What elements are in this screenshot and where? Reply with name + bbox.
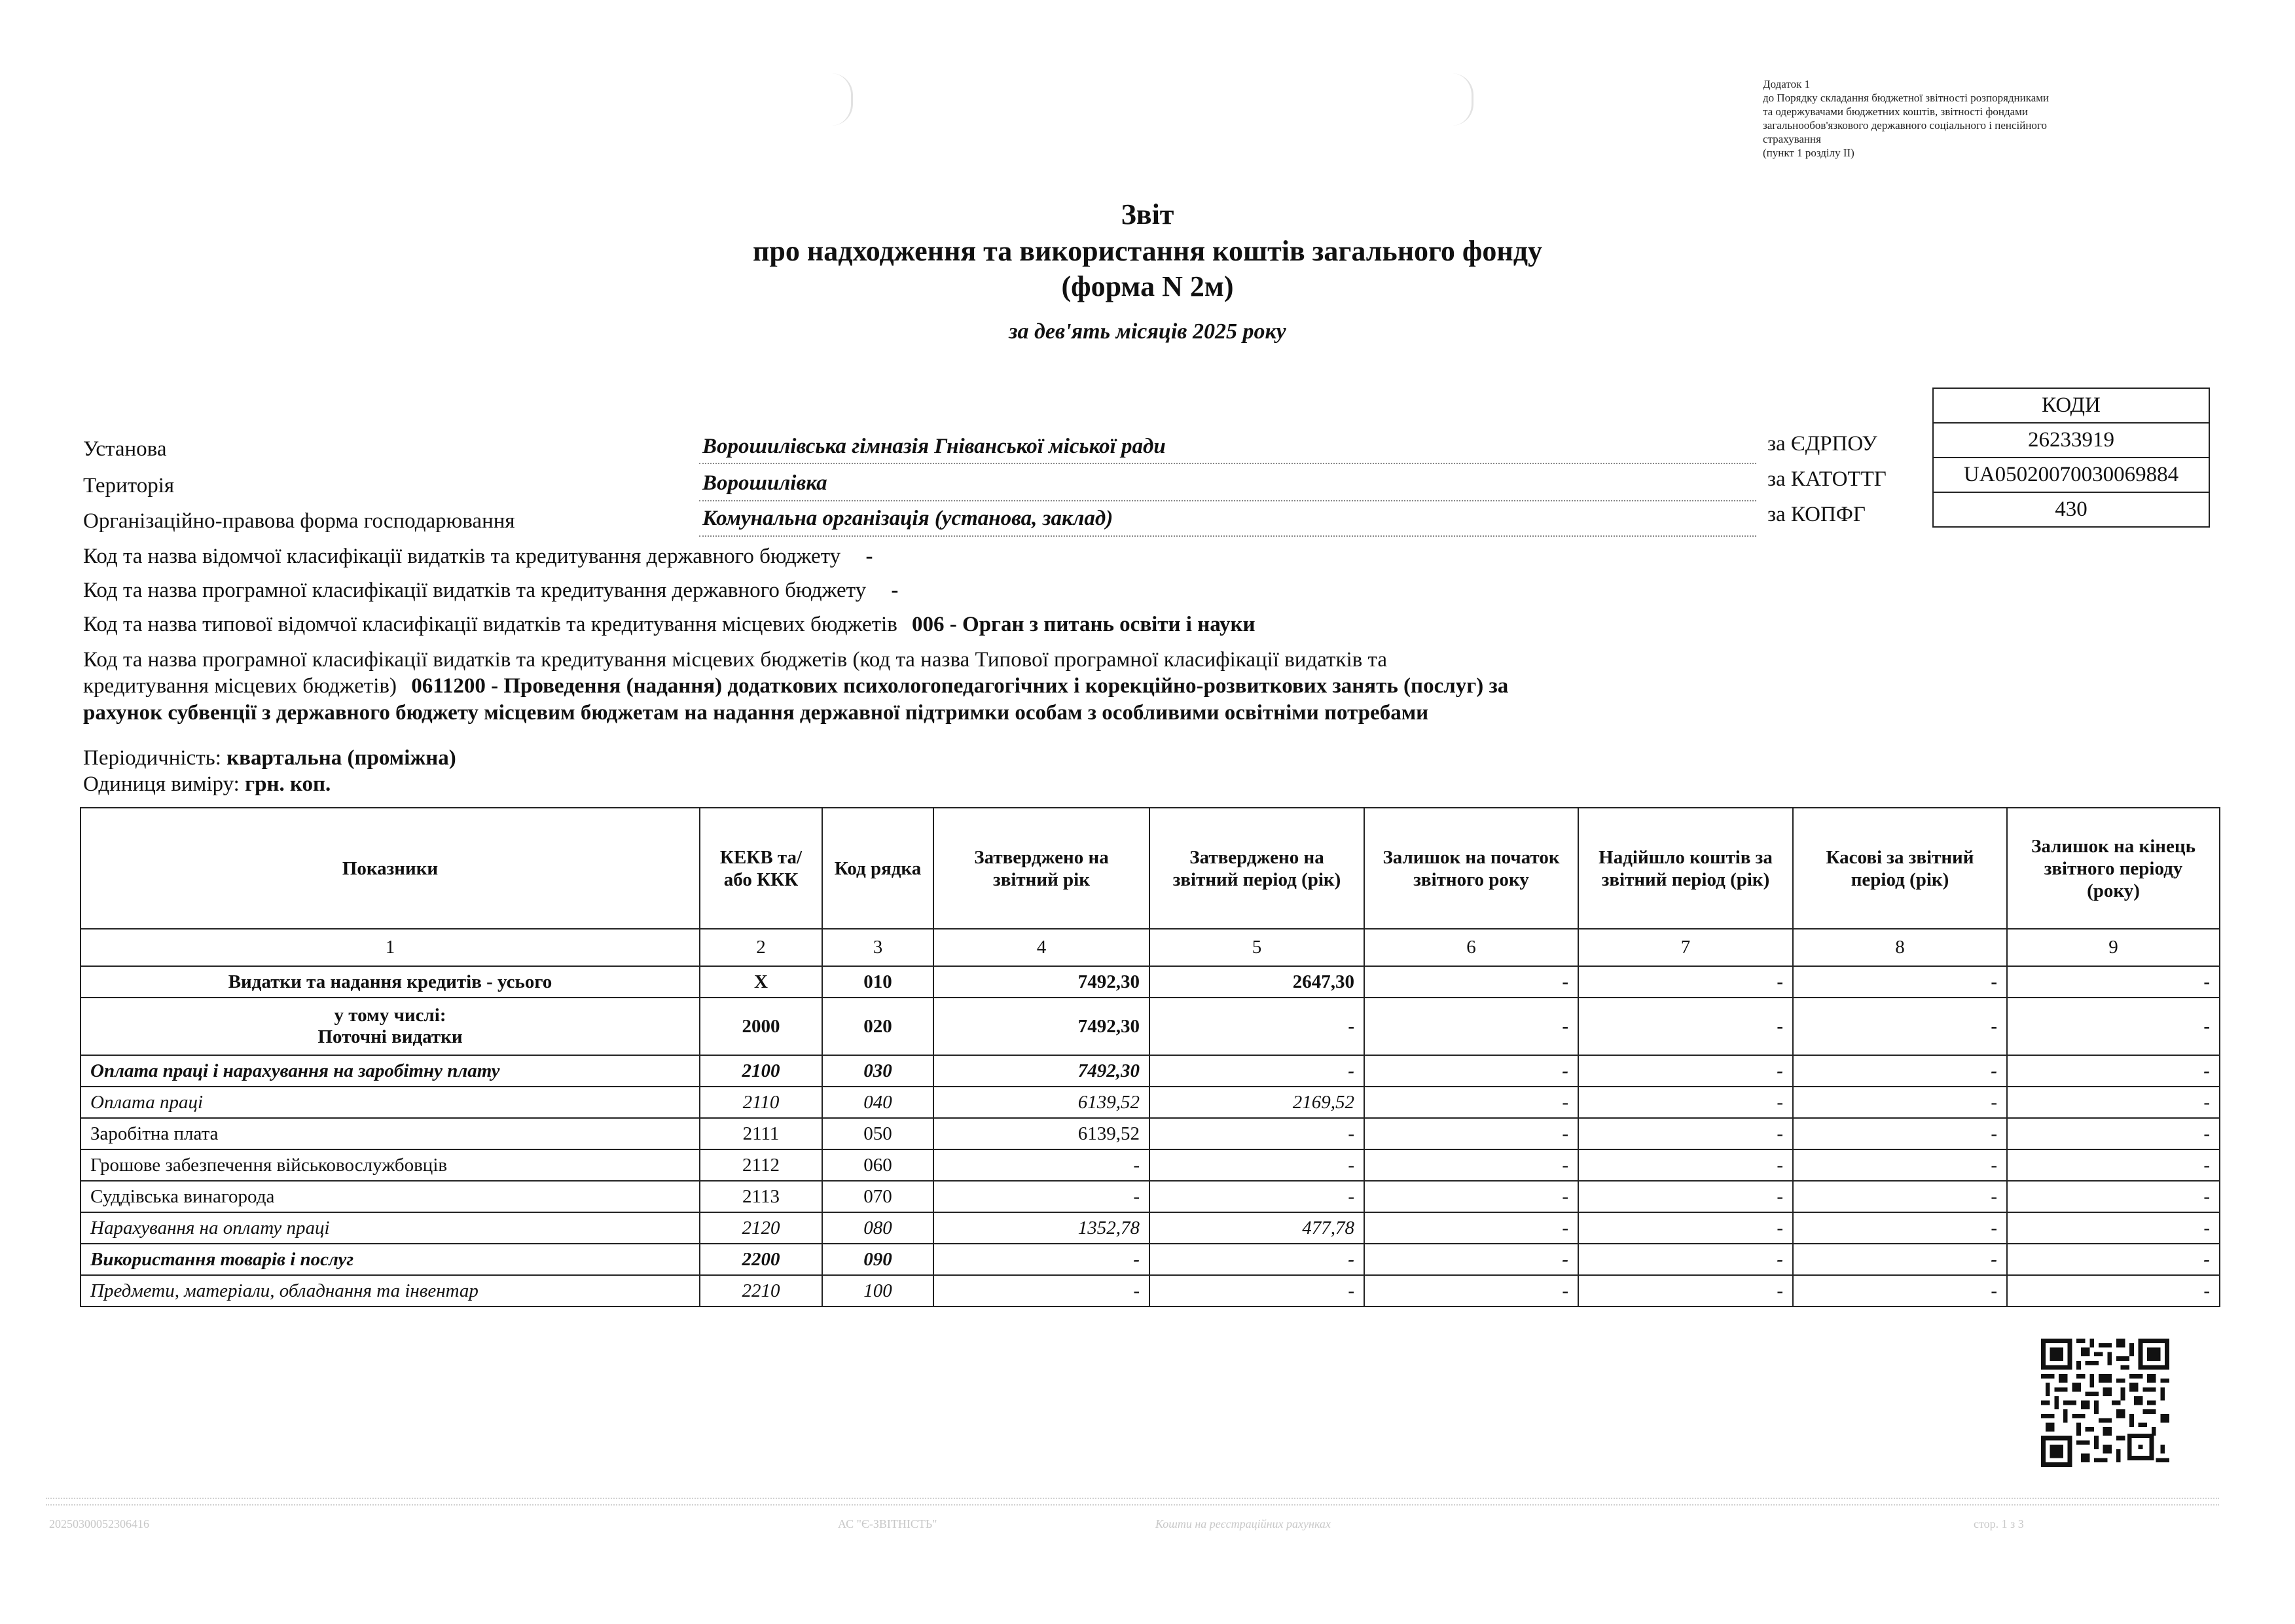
row-c7: - bbox=[1578, 966, 1793, 998]
row-name-line: у тому числі: bbox=[334, 1005, 446, 1026]
row-c4: 6139,52 bbox=[933, 1087, 1149, 1118]
row-c8: - bbox=[1793, 1149, 2007, 1181]
row-c4: 7492,30 bbox=[933, 1055, 1149, 1087]
appendix-line: страхування bbox=[1763, 133, 1821, 145]
row-code: 060 bbox=[822, 1149, 933, 1181]
dept-classification-label: Код та назва відомчої класифікації видатків та кредитування державного бюджету bbox=[83, 545, 841, 568]
row-c4: - bbox=[933, 1149, 1149, 1181]
row-c7: - bbox=[1578, 1244, 1793, 1275]
row-c5: - bbox=[1149, 1118, 1364, 1149]
row-c5: 2647,30 bbox=[1149, 966, 1364, 998]
katottg-label: за КАТОТТГ bbox=[1767, 467, 1887, 491]
col-header-kekv: КЕКВ та/або ККК bbox=[700, 808, 822, 929]
row-kekv: 2200 bbox=[700, 1244, 822, 1275]
appendix-line: до Порядку складання бюджетної звітності розпорядниками bbox=[1763, 92, 2050, 104]
row-c9: - bbox=[2007, 1244, 2220, 1275]
row-name: Використання товарів і послуг bbox=[81, 1244, 700, 1275]
row-c7: - bbox=[1578, 1212, 1793, 1244]
territory-value: Ворошилівка bbox=[702, 471, 827, 495]
row-c7: - bbox=[1578, 1087, 1793, 1118]
row-name: Оплата праці і нарахування на заробітну плату bbox=[81, 1055, 700, 1087]
row-c7: - bbox=[1578, 1149, 1793, 1181]
row-code: 020 bbox=[822, 998, 933, 1055]
row-code: 070 bbox=[822, 1181, 933, 1212]
table-row bbox=[81, 1087, 2220, 1118]
codes-header: КОДИ bbox=[1933, 388, 2209, 423]
row-c8: - bbox=[1793, 1181, 2007, 1212]
col-number: 6 bbox=[1364, 929, 1578, 966]
column-number-row bbox=[81, 929, 2220, 966]
row-c8: - bbox=[1793, 1087, 2007, 1118]
table-row bbox=[81, 1118, 2220, 1149]
hole-punch-mark bbox=[1452, 73, 1473, 126]
row-c4: - bbox=[933, 1275, 1149, 1307]
local-program-label-2: кредитування місцевих бюджетів) bbox=[83, 674, 397, 698]
local-program-value-2: рахунок субвенції з державного бюджету місцевим бюджетам на надання державної підтримки особам з особливими освітніми потребами bbox=[83, 701, 1429, 725]
col-header-cash: Касові за звітний період (рік) bbox=[1793, 808, 2007, 929]
appendix-note bbox=[1763, 77, 2208, 160]
periodicity bbox=[83, 746, 456, 770]
row-code: 030 bbox=[822, 1055, 933, 1087]
row-kekv: 2210 bbox=[700, 1275, 822, 1307]
row-name: Предмети, матеріали, обладнання та інвентар bbox=[81, 1275, 700, 1307]
row-c6: - bbox=[1364, 1244, 1578, 1275]
table-row bbox=[81, 1244, 2220, 1275]
katottg-code: UA05020070030069884 bbox=[1933, 458, 2209, 492]
row-name: Суддівська винагорода bbox=[81, 1181, 700, 1212]
row-c5: - bbox=[1149, 1181, 1364, 1212]
row-kekv: X bbox=[700, 966, 822, 998]
row-name: Грошове забезпечення військовослужбовців bbox=[81, 1149, 700, 1181]
org-form-label: Організаційно-правова форма господарювання bbox=[83, 509, 515, 533]
row-c4: 7492,30 bbox=[933, 998, 1149, 1055]
table-row bbox=[81, 1181, 2220, 1212]
territory-label: Територія bbox=[83, 474, 175, 497]
row-c7: - bbox=[1578, 1055, 1793, 1087]
col-number: 8 bbox=[1793, 929, 2007, 966]
row-c6: - bbox=[1364, 1055, 1578, 1087]
row-c8: - bbox=[1793, 1244, 2007, 1275]
edrpou-label: за ЄДРПОУ bbox=[1767, 432, 1877, 456]
footer-divider bbox=[46, 1498, 2219, 1499]
footer-system: АС "Є-ЗВІТНІСТЬ" bbox=[838, 1517, 937, 1530]
dotted-underline bbox=[699, 463, 1756, 464]
col-header-indicators: Показники bbox=[81, 808, 700, 929]
row-code: 050 bbox=[822, 1118, 933, 1149]
col-number: 5 bbox=[1149, 929, 1364, 966]
row-c8: - bbox=[1793, 998, 2007, 1055]
row-c9: - bbox=[2007, 966, 2220, 998]
appendix-line: загальнообов'язкового державного соціального і пенсійного bbox=[1763, 119, 2047, 132]
row-c5: - bbox=[1149, 1244, 1364, 1275]
row-code: 080 bbox=[822, 1212, 933, 1244]
col-number: 9 bbox=[2007, 929, 2220, 966]
row-c4: - bbox=[933, 1181, 1149, 1212]
report-subtitle: про надходження та використання коштів загального фонду bbox=[753, 235, 1542, 267]
footer-note: Кошти на реєстраційних рахунках bbox=[1155, 1517, 1331, 1530]
row-code: 090 bbox=[822, 1244, 933, 1275]
program-classification bbox=[83, 579, 898, 603]
local-program-value-1: 0611200 - Проведення (надання) додаткових психологопедагогічних і корекційно-розвиткових занять (послуг) за bbox=[411, 674, 1509, 698]
row-c9: - bbox=[2007, 1149, 2220, 1181]
dotted-underline bbox=[699, 500, 1756, 501]
typical-dept-label: Код та назва типової відомчої класифікації видатків та кредитування місцевих бюджетів bbox=[83, 613, 897, 636]
periodicity-label: Періодичність: bbox=[83, 746, 221, 770]
table-row bbox=[81, 966, 2220, 998]
row-c7: - bbox=[1578, 1118, 1793, 1149]
table-row bbox=[81, 1149, 2220, 1181]
codes-table bbox=[1932, 388, 2210, 528]
row-c5: - bbox=[1149, 998, 1364, 1055]
row-code: 040 bbox=[822, 1087, 933, 1118]
table-row bbox=[81, 1212, 2220, 1244]
row-c5: 2169,52 bbox=[1149, 1087, 1364, 1118]
report-title: Звіт bbox=[1121, 198, 1174, 230]
qr-code-icon bbox=[2041, 1339, 2169, 1467]
row-c8: - bbox=[1793, 1212, 2007, 1244]
col-number: 4 bbox=[933, 929, 1149, 966]
footer-doc-id: 20250300052306416 bbox=[49, 1517, 149, 1530]
edrpou-code: 26233919 bbox=[1933, 423, 2209, 458]
col-header-approved-year: Затверджено на звітний рік bbox=[933, 808, 1149, 929]
dept-classification-value: - bbox=[865, 545, 873, 568]
row-c8: - bbox=[1793, 1118, 2007, 1149]
row-c9: - bbox=[2007, 1181, 2220, 1212]
row-c9: - bbox=[2007, 1118, 2220, 1149]
row-kekv: 2000 bbox=[700, 998, 822, 1055]
report-table bbox=[80, 807, 2220, 1307]
col-header-approved-period: Затверджено на звітний період (рік) bbox=[1149, 808, 1364, 929]
kopfg-label: за КОПФГ bbox=[1767, 503, 1866, 526]
row-c6: - bbox=[1364, 1181, 1578, 1212]
table-header-row bbox=[81, 808, 2220, 929]
table-row bbox=[81, 998, 2220, 1055]
report-period: за дев'ять місяців 2025 року bbox=[1009, 319, 1286, 344]
hole-punch-mark bbox=[831, 73, 853, 126]
program-classification-label: Код та назва програмної класифікації видатків та кредитування державного бюджету bbox=[83, 579, 867, 602]
row-name: Оплата праці bbox=[81, 1087, 700, 1118]
program-classification-value: - bbox=[891, 579, 899, 602]
local-program-line-2 bbox=[83, 674, 1508, 698]
periodicity-value: квартальна (проміжна) bbox=[226, 746, 456, 770]
row-kekv: 2100 bbox=[700, 1055, 822, 1087]
table-row bbox=[81, 1275, 2220, 1307]
row-c9: - bbox=[2007, 998, 2220, 1055]
row-code: 010 bbox=[822, 966, 933, 998]
row-c5: - bbox=[1149, 1275, 1364, 1307]
row-c5: - bbox=[1149, 1055, 1364, 1087]
appendix-line: та одержувачами бюджетних коштів, звітності фондами bbox=[1763, 105, 2029, 118]
report-form: (форма N 2м) bbox=[1061, 270, 1234, 302]
row-c8: - bbox=[1793, 1275, 2007, 1307]
row-c4: 1352,78 bbox=[933, 1212, 1149, 1244]
dotted-underline bbox=[699, 535, 1756, 537]
appendix-line: (пункт 1 розділу II) bbox=[1763, 147, 1854, 159]
footer-divider bbox=[46, 1504, 2219, 1506]
col-header-row-code: Код рядка bbox=[822, 808, 933, 929]
row-c6: - bbox=[1364, 1087, 1578, 1118]
row-name: Заробітна плата bbox=[81, 1118, 700, 1149]
col-number: 3 bbox=[822, 929, 933, 966]
row-kekv: 2112 bbox=[700, 1149, 822, 1181]
appendix-line: Додаток 1 bbox=[1763, 78, 1811, 90]
row-name-line: Поточні видатки bbox=[317, 1026, 463, 1047]
dept-classification bbox=[83, 545, 873, 569]
institution-label: Установа bbox=[83, 437, 167, 461]
unit-label: Одиниця виміру: bbox=[83, 772, 240, 796]
row-code: 100 bbox=[822, 1275, 933, 1307]
row-c7: - bbox=[1578, 1275, 1793, 1307]
row-c4: - bbox=[933, 1244, 1149, 1275]
row-kekv: 2120 bbox=[700, 1212, 822, 1244]
row-name bbox=[81, 998, 700, 1055]
row-c6: - bbox=[1364, 1212, 1578, 1244]
row-c8: - bbox=[1793, 1055, 2007, 1087]
col-header-received: Надійшло коштів за звітний період (рік) bbox=[1578, 808, 1793, 929]
row-c7: - bbox=[1578, 998, 1793, 1055]
col-number: 2 bbox=[700, 929, 822, 966]
row-c4: 6139,52 bbox=[933, 1118, 1149, 1149]
footer-page: стор. 1 з 3 bbox=[1974, 1517, 2024, 1530]
col-header-balance-start: Залишок на початок звітного року bbox=[1364, 808, 1578, 929]
row-c9: - bbox=[2007, 1212, 2220, 1244]
typical-dept-value: 006 - Орган з питань освіти і науки bbox=[912, 613, 1256, 636]
row-kekv: 2111 bbox=[700, 1118, 822, 1149]
unit bbox=[83, 772, 331, 797]
row-c7: - bbox=[1578, 1181, 1793, 1212]
row-name: Нарахування на оплату праці bbox=[81, 1212, 700, 1244]
row-c6: - bbox=[1364, 966, 1578, 998]
row-c9: - bbox=[2007, 1275, 2220, 1307]
row-c5: - bbox=[1149, 1149, 1364, 1181]
local-program-label-1: Код та назва програмної класифікації видатків та кредитування місцевих бюджетів (код та назва Типової програмної класифікації видатків та bbox=[83, 648, 1387, 672]
typical-dept-classification bbox=[83, 613, 1256, 637]
row-c6: - bbox=[1364, 998, 1578, 1055]
row-c6: - bbox=[1364, 1149, 1578, 1181]
row-name: Видатки та надання кредитів - усього bbox=[81, 966, 700, 998]
institution-value: Ворошилівська гімназія Гніванської міської ради bbox=[702, 435, 1166, 458]
row-c5: 477,78 bbox=[1149, 1212, 1364, 1244]
col-header-balance-end: Залишок на кінець звітного періоду (року) bbox=[2007, 808, 2220, 929]
row-c6: - bbox=[1364, 1118, 1578, 1149]
table-row bbox=[81, 1055, 2220, 1087]
col-number: 1 bbox=[81, 929, 700, 966]
row-kekv: 2113 bbox=[700, 1181, 822, 1212]
row-c4: 7492,30 bbox=[933, 966, 1149, 998]
row-c8: - bbox=[1793, 966, 2007, 998]
row-c9: - bbox=[2007, 1087, 2220, 1118]
col-number: 7 bbox=[1578, 929, 1793, 966]
org-form-value: Комунальна організація (установа, заклад) bbox=[702, 507, 1113, 530]
row-c9: - bbox=[2007, 1055, 2220, 1087]
kopfg-code: 430 bbox=[1933, 492, 2209, 527]
row-kekv: 2110 bbox=[700, 1087, 822, 1118]
unit-value: грн. коп. bbox=[245, 772, 331, 796]
row-c6: - bbox=[1364, 1275, 1578, 1307]
